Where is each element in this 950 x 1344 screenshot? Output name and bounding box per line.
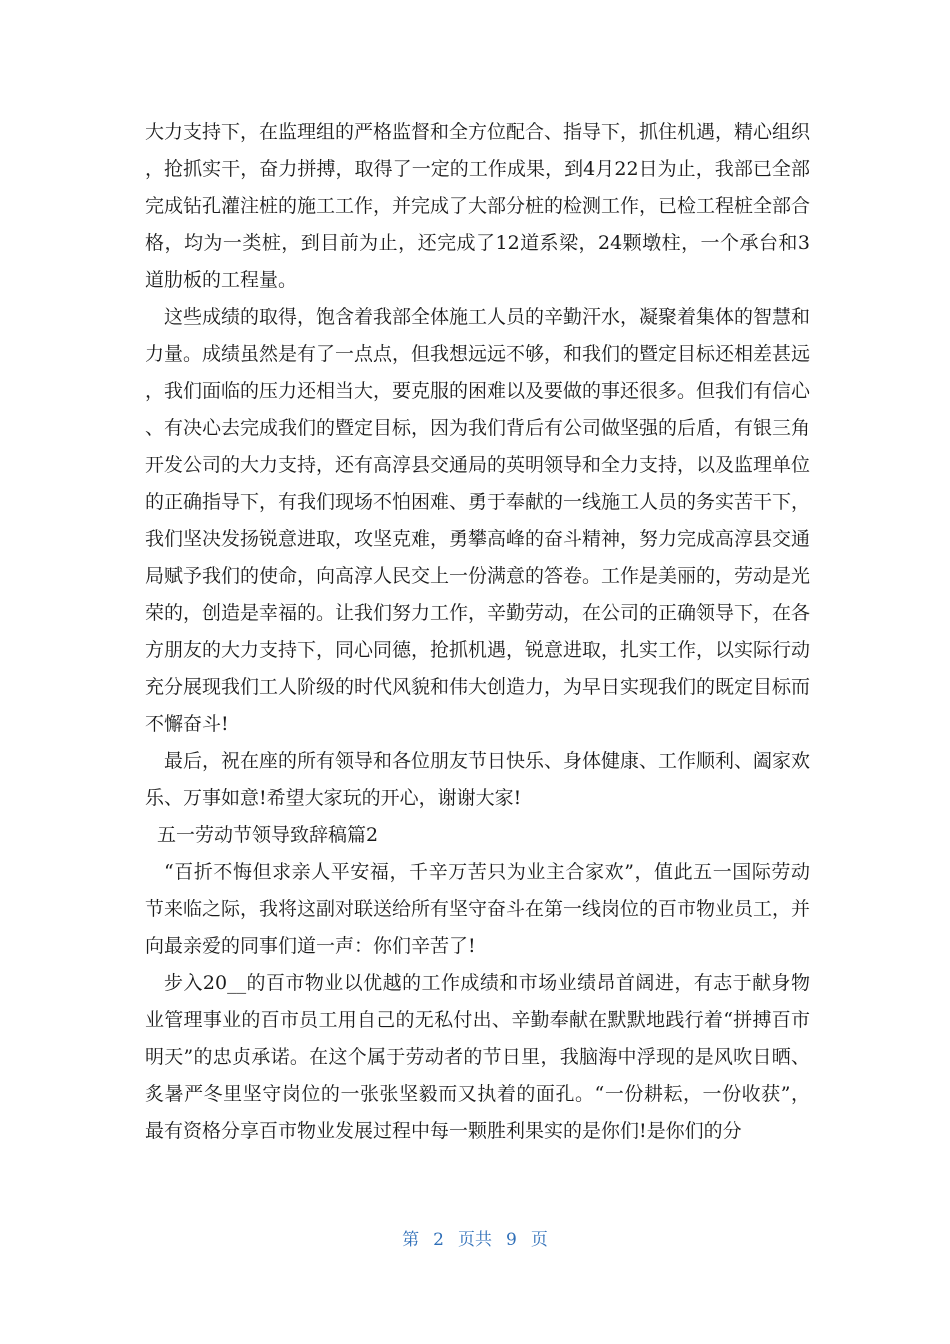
paragraph: “百折不悔但求亲人平安福，千辛万苦只为业主合家欢”，值此五一国际劳动节来临之际，我将这副对联送给所有坚守奋斗在第一线岗位的百市物业员工，并向最亲爱的同事们道一声：你们辛苦了! bbox=[145, 861, 811, 957]
paragraph: 这些成绩的取得，饱含着我部全体施工人员的辛勤汗水，凝聚着集体的智慧和力量。成绩虽然是有了一点点，但我想远远不够，和我们的暨定目标还相差甚远，我们面临的压力还相当大，要克服的困难以及要做的事还很多。但我们有信心、有决心去完成我们的暨定目标，因为我们背后有公司做坚强的后盾，有银三角开发公司的大力支持，还有高淳县交通局的英明领导和全力支持，以及监理单位的正确指导下，有我们现场不怕困难、勇于奉献的一线施工人员的务实苦干下，我们坚决发扬锐意进取，攻坚克难，勇攀高峰的奋斗精神，努力完成高淳县交通局赋予我们的使命，向高淳人民交上一份满意的答卷。工作是美丽的，劳动是光荣的，创造是幸福的。让我们努力工作，辛勤劳动，在公司的正确领导下，在各方朋友的大力支持下，同心同德，抢抓机遇，锐意进取，扎实工作，以实际行动充分展现我们工人阶级的时代风貌和伟大创造力，为早日实现我们的既定目标而不懈奋斗! bbox=[145, 306, 811, 735]
paragraph: 步入20__的百市物业以优越的工作成绩和市场业绩昂首阔进，有志于献身物业管理事业的百市员工用自己的无私付出、辛勤奉献在默默地践行着“拼搏百市明天”的忠贞承诺。在这个属于劳动者的节日里，我脑海中浮现的是风吹日晒、炙暑严冬里坚守岗位的一张张坚毅而又执着的面孔。“一份耕耘，一份收获”，最有资格分享百市物业发展过程中每一颗胜利果实的是你们!是你们的分 bbox=[145, 972, 810, 1142]
paragraph: 最后，祝在座的所有领导和各位朋友节日快乐、身体健康、工作顺利、阖家欢乐、万事如意!希望大家玩的开心，谢谢大家! bbox=[145, 750, 811, 809]
page-footer bbox=[0, 1225, 950, 1250]
page-number-suffix: 页 bbox=[530, 1230, 548, 1250]
total-page-count: 9 bbox=[506, 1230, 517, 1250]
paragraph: 大力支持下，在监理组的严格监督和全方位配合、指导下，抓住机遇，精心组织，抢抓实干，奋力拼搏，取得了一定的工作成果，到4月22日为止，我部已全部完成钻孔灌注桩的施工工作，并完成了大部分桩的检测工作，已检工程桩全部合格，均为一类桩，到目前为止，还完成了12道系梁，24颗墩柱，一个承台和3道肋板的工程量。 bbox=[145, 121, 811, 291]
section-heading: 五一劳动节领导致辞稿篇2 bbox=[157, 824, 379, 846]
document-body bbox=[145, 114, 810, 1150]
page-number-middle: 页共 bbox=[458, 1230, 492, 1250]
current-page-number: 2 bbox=[433, 1230, 444, 1250]
page-number-prefix: 第 bbox=[402, 1230, 420, 1250]
